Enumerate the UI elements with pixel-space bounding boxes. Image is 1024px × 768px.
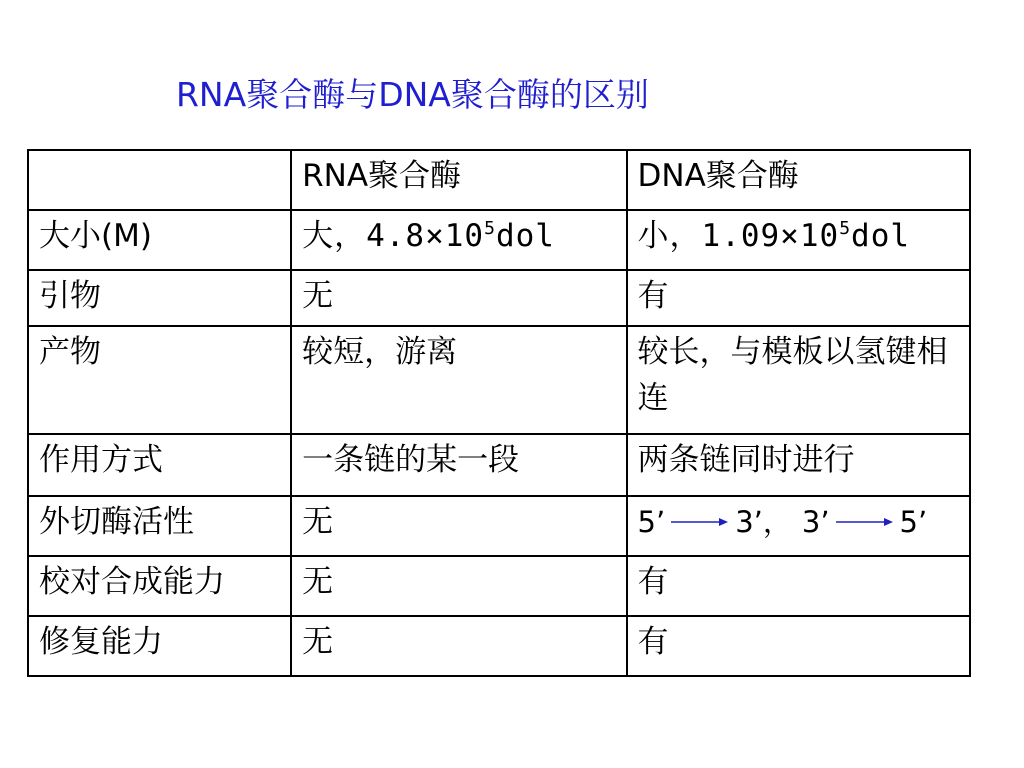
table-row-mode <box>28 434 970 496</box>
header-dna-polymerase: DNA聚合酶 <box>627 150 970 210</box>
mode-rna-cell: 一条链的某一段 <box>291 434 626 496</box>
size-rna-unit: dol <box>495 218 555 254</box>
size-rna-value: 大，4.8×10 <box>302 218 485 254</box>
mode-dna-cell: 两条链同时进行 <box>627 434 970 496</box>
comparison-table <box>27 149 971 677</box>
direction-b-end: 5’ <box>899 505 928 539</box>
direction-b-start: 3’ <box>801 505 830 539</box>
repair-rna-cell: 无 <box>291 616 626 676</box>
row-label-exonuclease: 外切酶活性 <box>28 496 291 556</box>
exonuclease-dna-cell <box>627 496 970 556</box>
header-blank-cell <box>28 150 291 210</box>
header-rna-polymerase: RNA聚合酶 <box>291 150 626 210</box>
exonuclease-rna-cell: 无 <box>291 496 626 556</box>
size-rna-exponent: 5 <box>484 218 496 239</box>
table-row-exonuclease <box>28 496 970 556</box>
size-dna-value: 小，1.09×10 <box>637 218 840 254</box>
size-dna-exponent: 5 <box>839 218 852 239</box>
table-row-proofreading <box>28 556 970 616</box>
proofreading-rna-cell: 无 <box>291 556 626 616</box>
row-label-proofreading: 校对合成能力 <box>28 556 291 616</box>
right-arrow-icon <box>671 516 729 528</box>
table-row-size <box>28 210 970 270</box>
row-label-primer: 引物 <box>28 270 291 326</box>
primer-dna-cell: 有 <box>627 270 970 326</box>
table-row-repair <box>28 616 970 676</box>
product-rna-cell: 较短，游离 <box>291 326 626 434</box>
proofreading-dna-cell: 有 <box>627 556 970 616</box>
right-arrow-icon <box>836 516 894 528</box>
table-header-row <box>28 150 970 210</box>
product-dna-cell: 较长，与模板以氢键相连 <box>627 326 970 434</box>
size-dna-cell <box>627 210 970 270</box>
repair-dna-cell: 有 <box>627 616 970 676</box>
table-row-product <box>28 326 970 434</box>
size-dna-unit: dol <box>851 218 911 254</box>
page-title: RNA聚合酶与DNA聚合酶的区别 <box>176 75 649 114</box>
direction-a-start: 5’ <box>637 505 666 539</box>
row-label-size: 大小(M) <box>28 210 291 270</box>
row-label-product: 产物 <box>28 326 291 434</box>
row-label-mode: 作用方式 <box>28 434 291 496</box>
row-label-repair: 修复能力 <box>28 616 291 676</box>
primer-rna-cell: 无 <box>291 270 626 326</box>
table-row-primer <box>28 270 970 326</box>
direction-a-end: 3’， <box>735 505 792 539</box>
size-rna-cell <box>291 210 626 270</box>
